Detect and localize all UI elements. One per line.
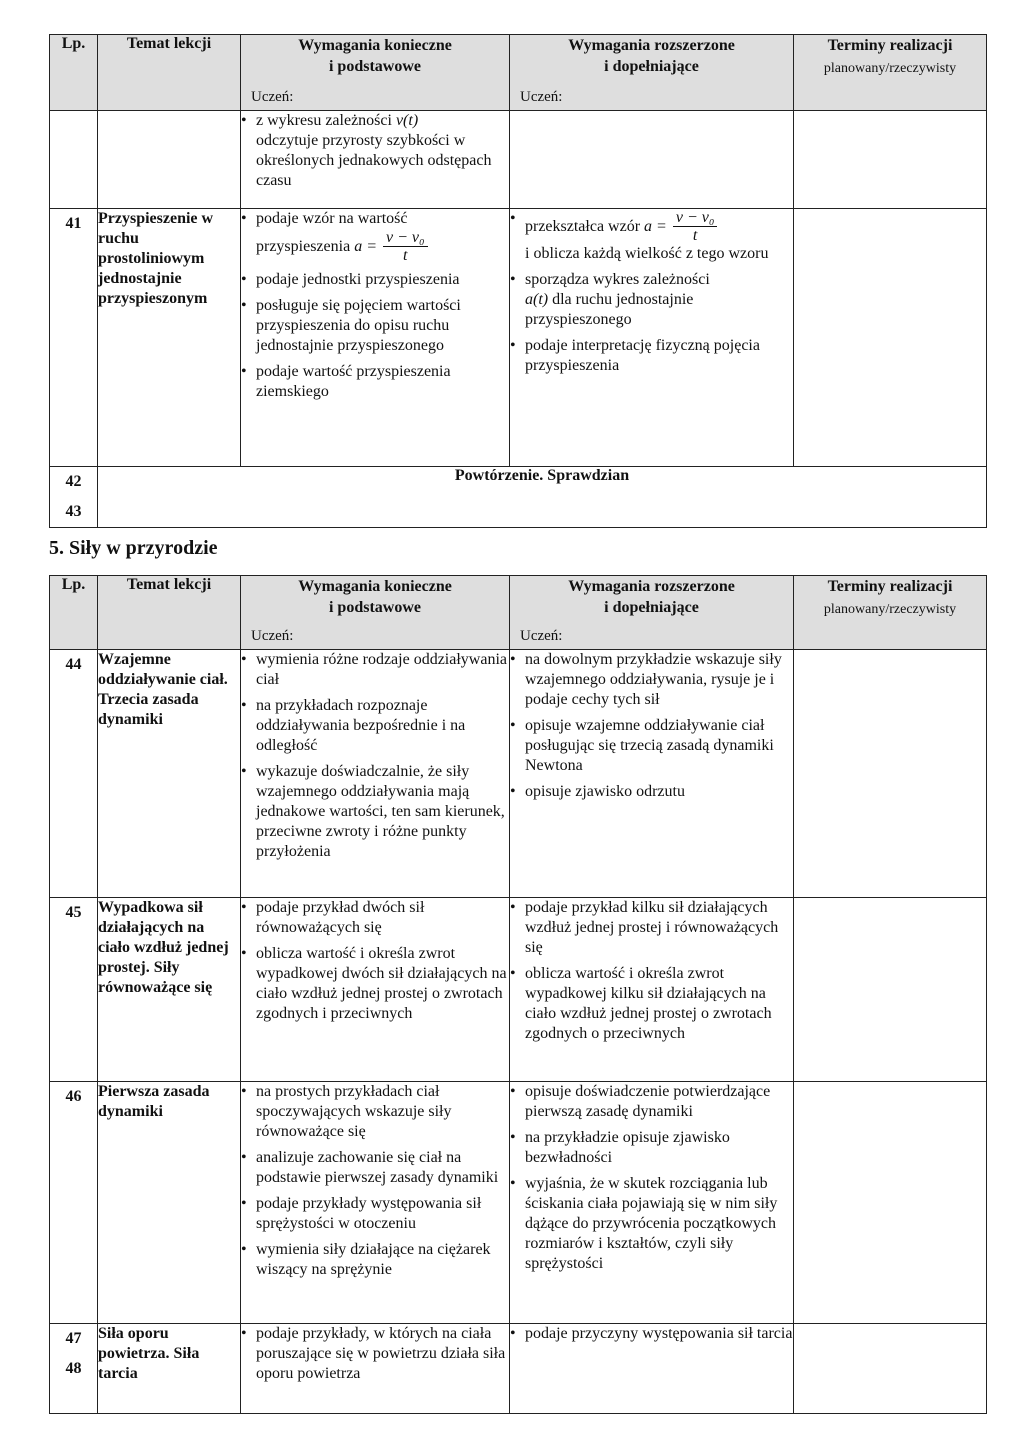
lp-number: 43 [65,503,82,520]
header-basic [241,35,510,111]
item-prefix: z wykresu zależności [256,112,392,129]
cell-basic [241,209,510,467]
list-item: • wymienia różne rodzaje oddziaływania ciał [241,650,509,690]
list-item: • oblicza wartość i określa zwrot wypadkowej dwóch sił działających na ciało wzdłuż jednej prostej o zwrotach zgodnych i przeciwnych [241,944,509,1024]
list-item: • opisuje zjawisko odrzutu [510,782,793,802]
list-item: • oblicza wartość i określa zwrot wypadkowej kilku sił działających na ciało wzdłuż jednej prostej o zwrotach zgodnych o przeciwnych [510,964,793,1044]
cell-lp [50,1324,98,1414]
list-item: • na dowolnym przykładzie wskazuje siły wzajemnego oddziaływania, rysuje je i podaje cechy tych sił [510,650,793,710]
table-row-42-43 [50,467,987,528]
summary-cell: Powtórzenie. Sprawdzian [98,467,987,528]
list-item: • wyjaśnia, że w skutek rozciągania lub ściskania ciała pojawiają się w nim siły dążące do przywrócenia początkowych rozmiarów i kształtów, czyli siły sprężystości [510,1174,793,1274]
header-basic-line1: Wymagania konieczne [298,578,452,595]
lp-number: 47 [65,1330,82,1347]
cell-temat: Siła oporu powietrza. Siła tarcia [98,1324,241,1414]
formula-den: t [403,247,408,264]
lp-number: 45 [65,904,82,921]
cell-temat: Wzajemne oddziaływanie ciał. Trzecia zasada dynamiki [98,650,241,898]
list-item: • opisuje wzajemne oddziaływanie ciał posługując się trzecią zasadą dynamiki Newtona [510,716,793,776]
cell-terminy[interactable] [794,898,987,1082]
list-item [241,111,509,191]
cell-basic [241,1082,510,1324]
cell-extended [510,650,794,898]
formula-line [256,229,509,264]
cell-lp-empty [50,111,98,209]
list-item: • podaje przyczyny występowania sił tarcia [510,1324,793,1344]
header-extended-line1: Wymagania rozszerzone [568,578,735,595]
header-extended-uczen: Uczeń: [520,89,563,105]
cell-terminy[interactable] [794,111,987,209]
math-at: a(t) [525,291,549,308]
header-lp: Lp. [50,576,98,650]
list-item: • na prostych przykładach ciał spoczywających wskazuje siły równoważące się [241,1082,509,1142]
header-temat: Temat lekcji [98,35,241,111]
list-item [241,209,509,264]
item-text: • przekształca wzór [525,217,641,235]
cell-terminy[interactable] [794,650,987,898]
formula-num: v − v₀ [673,209,718,227]
table-row-47-48 [50,1324,987,1414]
header-row [50,35,987,111]
requirements-table-2 [49,575,987,1414]
list-item: • podaje przykłady, w których na ciała poruszające się w powietrzu działa siła oporu powietrza [241,1324,509,1384]
item-text: sporządza wykres zależności [525,271,710,288]
header-extended-line1: Wymagania rozszerzone [568,37,735,54]
cell-extended [510,898,794,1082]
header-lp: Lp. [50,35,98,111]
list-item: • opisuje doświadczenie potwierdzające pierwszą zasadę dynamiki [510,1082,793,1122]
header-terminy-title: Terminy realizacji [827,37,953,54]
cell-basic [241,650,510,898]
cell-terminy[interactable] [794,1324,987,1414]
list-item: • wymienia siły działające na ciężarek wiszący na sprężynie [241,1240,509,1280]
cell-extended [510,209,794,467]
header-basic-uczen: Uczeń: [251,628,294,644]
cell-temat: Przyspieszenie w ruchu prostoliniowym jednostajnie przyspieszonym [98,209,241,467]
item-text: i oblicza każdą wielkość z tego wzoru [525,245,769,262]
formula-fraction [673,209,718,244]
item-rest: odczytuje przyrosty szybkości w określonych jednakowych odstępach czasu [256,132,492,189]
list-item: • posługuje się pojęciem wartości przyspieszenia do opisu ruchu jednostajnie przyspieszonego [241,296,509,356]
formula-den: t [692,227,698,244]
header-extended [510,35,794,111]
header-temat: Temat lekcji [98,576,241,650]
header-basic-uczen: Uczeń: [251,89,294,105]
header-terminy [794,576,987,650]
cell-terminy[interactable] [794,1082,987,1324]
list-item: • analizuje zachowanie się ciał na podstawie pierwszej zasady dynamiki [241,1148,509,1188]
header-basic-line2: i podstawowe [328,599,421,616]
list-item: • podaje interpretację fizyczną pojęcia przyspieszenia [510,336,793,376]
cell-lp [50,1082,98,1324]
lp-number: 46 [65,1088,82,1105]
table-row-44 [50,650,987,898]
formula-lhs: a = [354,237,377,255]
header-extended [510,576,794,650]
header-terminy-title: Terminy realizacji [827,578,953,595]
list-item: • podaje przykłady występowania sił sprężystości w otoczeniu [241,1194,509,1234]
cell-extended [510,1324,794,1414]
cell-lp [50,898,98,1082]
header-basic-line1: Wymagania konieczne [298,37,452,54]
formula-fraction [383,229,428,264]
cell-lp [50,209,98,467]
list-item: • podaje przykład dwóch sił równoważących się [241,898,509,938]
requirements-table-1 [49,34,987,528]
table-row-continuation [50,111,987,209]
formula-num: v − v₀ [383,229,428,247]
item-text: podaje wzór na wartość [256,210,408,227]
lp-number: 48 [65,1360,82,1377]
lp-number: 42 [65,473,82,490]
table-row-45 [50,898,987,1082]
header-basic-line2: i podstawowe [328,58,421,75]
list-item: • podaje jednostki przyspieszenia [241,270,509,290]
header-basic [241,576,510,650]
cell-temat-empty [98,111,241,209]
header-terminy-sub: planowany/rzeczywisty [823,61,957,76]
header-row [50,576,987,650]
header-terminy [794,35,987,111]
formula-lhs: a = [644,217,667,235]
math-vt: v(t) [395,112,419,129]
list-item [510,270,793,330]
cell-basic [241,898,510,1082]
cell-lp [50,467,98,528]
list-item: • wykazuje doświadczalnie, że siły wzajemnego oddziaływania mają jednakowe wartości, ten sam kierunek, przeciwne zwroty i różne punkty przyłożenia [241,762,509,862]
cell-temat: Pierwsza zasada dynamiki [98,1082,241,1324]
item-text: przyspieszenia [256,237,351,255]
formula-line [525,209,793,244]
list-item: • na przykładzie opisuje zjawisko bezwładności [510,1128,793,1168]
lp-number: 44 [65,656,82,673]
cell-extended-empty [510,111,794,209]
table-row-41 [50,209,987,467]
cell-extended [510,1082,794,1324]
list-item [510,209,793,264]
list-item: • podaje przykład kilku sił działających wzdłuż jednej prostej i równoważących się [510,898,793,958]
header-extended-line2: i dopełniające [604,599,699,616]
header-terminy-sub: planowany/rzeczywisty [823,602,957,617]
list-item: • na przykładach rozpoznaje oddziaływania bezpośrednie i na odległość [241,696,509,756]
item-text: dla ruchu jednostajnie przyspieszonego [525,291,694,328]
header-extended-line2: i dopełniające [604,58,699,75]
header-extended-uczen: Uczeń: [520,628,563,644]
cell-basic [241,1324,510,1414]
lp-number: 41 [65,215,82,232]
cell-terminy[interactable] [794,209,987,467]
table-row-46 [50,1082,987,1324]
cell-lp [50,650,98,898]
cell-basic [241,111,510,209]
section-title: 5. Siły w przyrodzie [49,537,218,559]
cell-temat: Wypadkowa sił działających na ciało wzdłuż jednej prostej. Siły równoważące się [98,898,241,1082]
list-item: • podaje wartość przyspieszenia ziemskiego [241,362,509,402]
